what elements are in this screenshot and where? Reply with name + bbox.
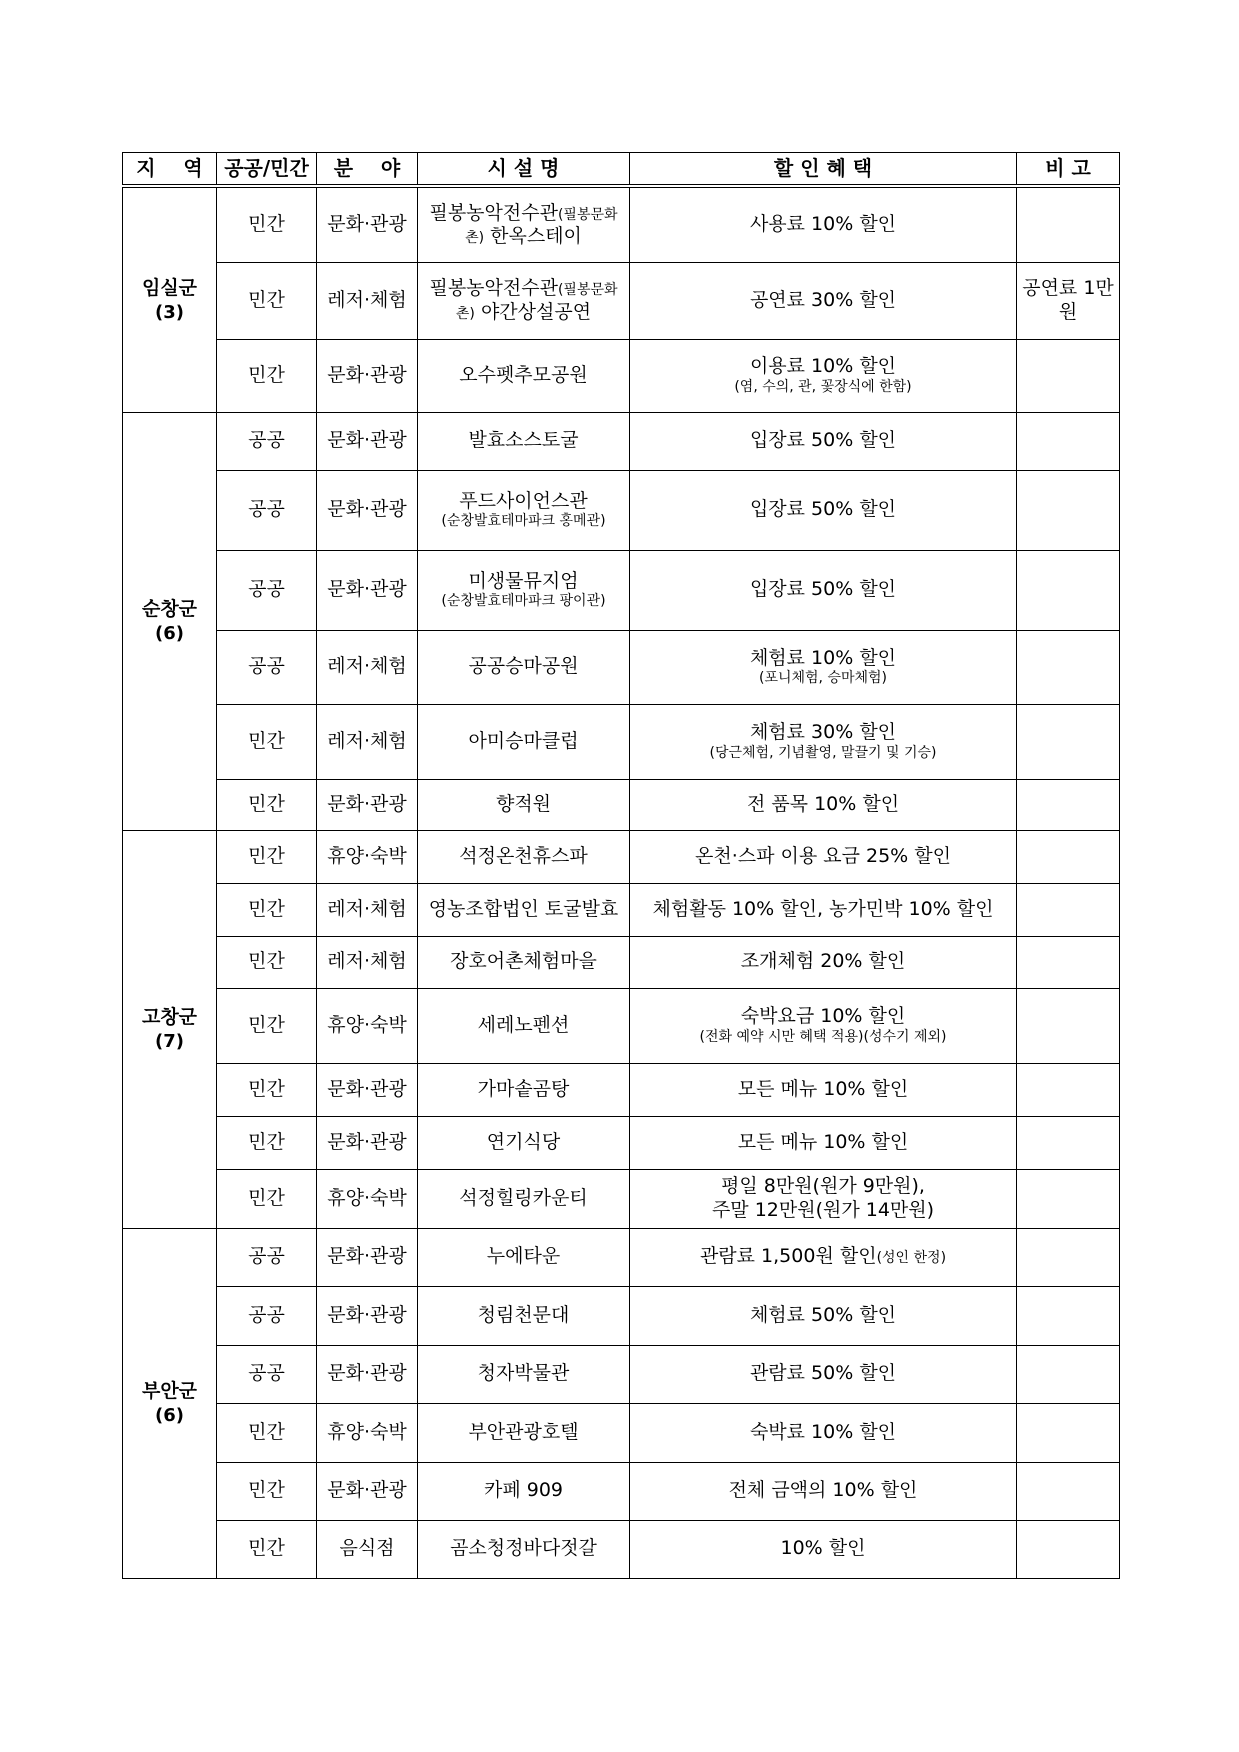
remarks-cell bbox=[1017, 779, 1120, 830]
facility-cell: 석정온천휴스파 bbox=[418, 830, 630, 883]
table-row bbox=[123, 830, 1120, 883]
facility-cell: 누에타운 bbox=[418, 1228, 630, 1286]
benefit-cell: 체험료 50% 할인 bbox=[630, 1286, 1017, 1345]
field-cell: 문화·관광 bbox=[317, 1228, 418, 1286]
field-cell: 문화·관광 bbox=[317, 186, 418, 262]
benefit-text: 평일 8만원(원가 9만원), bbox=[721, 1175, 925, 1198]
sector-cell: 민간 bbox=[217, 186, 317, 262]
benefit-detail: (포니체험, 승마체험) bbox=[758, 670, 888, 687]
field-cell: 문화·관광 bbox=[317, 1286, 418, 1345]
field-cell: 레저·체험 bbox=[317, 883, 418, 936]
table-row bbox=[123, 550, 1120, 630]
remarks-cell bbox=[1017, 936, 1120, 988]
region-name: 고창군 bbox=[141, 1006, 198, 1029]
table-row bbox=[123, 1063, 1120, 1116]
table-row bbox=[123, 883, 1120, 936]
facility-cell: 청자박물관 bbox=[418, 1345, 630, 1403]
region-cell bbox=[123, 1228, 217, 1578]
benefit-cell: 10% 할인 bbox=[630, 1520, 1017, 1578]
remarks-cell bbox=[1017, 883, 1120, 936]
benefit-cell: 공연료 30% 할인 bbox=[630, 262, 1017, 339]
facility-cell: 아미승마클럽 bbox=[418, 704, 630, 779]
header-region: 지 역 bbox=[123, 153, 217, 187]
field-cell: 문화·관광 bbox=[317, 779, 418, 830]
remarks-cell bbox=[1017, 186, 1120, 262]
remarks-cell bbox=[1017, 339, 1120, 412]
remarks-cell bbox=[1017, 1520, 1120, 1578]
benefit-cell: 온천·스파 이용 요금 25% 할인 bbox=[630, 830, 1017, 883]
benefit-detail: (전화 예약 시만 혜택 적용)(성수기 제외) bbox=[699, 1028, 947, 1045]
benefit-cell: 입장료 50% 할인 bbox=[630, 470, 1017, 550]
facility-name-2: 야간상설공연 bbox=[474, 300, 592, 323]
remarks-cell bbox=[1017, 830, 1120, 883]
facility-name: 필봉농악전수관 bbox=[429, 201, 558, 224]
region-count: (7) bbox=[155, 1030, 184, 1052]
benefit-cell: 모든 메뉴 10% 할인 bbox=[630, 1116, 1017, 1169]
table-row bbox=[123, 1169, 1120, 1228]
facility-detail: (순창발효테마파크 홍메관) bbox=[441, 513, 606, 530]
benefit-cell bbox=[630, 704, 1017, 779]
region-cell bbox=[123, 412, 217, 830]
field-cell: 문화·관광 bbox=[317, 470, 418, 550]
benefits-table bbox=[122, 152, 1120, 1579]
field-cell: 레저·체험 bbox=[317, 936, 418, 988]
table-row bbox=[123, 1403, 1120, 1462]
facility-name-small: (필봉문화 bbox=[557, 282, 618, 299]
facility-cell: 발효소스토굴 bbox=[418, 412, 630, 470]
facility-name: 필봉농악전수관 bbox=[429, 277, 558, 300]
table-row bbox=[123, 779, 1120, 830]
facility-cell: 영농조합법인 토굴발효 bbox=[418, 883, 630, 936]
benefit-cell: 체험활동 10% 할인, 농가민박 10% 할인 bbox=[630, 883, 1017, 936]
benefit-cell: 전 품목 10% 할인 bbox=[630, 779, 1017, 830]
sector-cell: 민간 bbox=[217, 1063, 317, 1116]
facility-name-small: (필봉문화 bbox=[557, 206, 618, 223]
facility-cell bbox=[418, 186, 630, 262]
region-cell bbox=[123, 186, 217, 412]
remarks-cell bbox=[1017, 1228, 1120, 1286]
region-name: 부안군 bbox=[141, 1380, 198, 1403]
facility-detail: (순창발효테마파크 팡이관) bbox=[441, 593, 606, 610]
header-row bbox=[123, 153, 1120, 187]
table-row bbox=[123, 630, 1120, 704]
table-row bbox=[123, 1462, 1120, 1520]
field-cell: 휴양·숙박 bbox=[317, 830, 418, 883]
field-cell: 문화·관광 bbox=[317, 1345, 418, 1403]
remarks-cell bbox=[1017, 1063, 1120, 1116]
facility-name: 미생물뮤지엄 bbox=[468, 569, 579, 592]
header-benefit: 할 인 혜 택 bbox=[630, 153, 1017, 187]
benefit-detail: (염, 수의, 관, 꽃장식에 한함) bbox=[734, 378, 912, 395]
remarks-cell bbox=[1017, 1169, 1120, 1228]
remarks-cell bbox=[1017, 470, 1120, 550]
facility-cell: 장호어촌체험마을 bbox=[418, 936, 630, 988]
facility-cell bbox=[418, 550, 630, 630]
header-facility: 시 설 명 bbox=[418, 153, 630, 187]
facility-cell: 공공승마공원 bbox=[418, 630, 630, 704]
benefit-cell: 사용료 10% 할인 bbox=[630, 186, 1017, 262]
sector-cell: 공공 bbox=[217, 550, 317, 630]
facility-name: 푸드사이언스관 bbox=[459, 489, 588, 512]
facility-cell: 가마솥곰탕 bbox=[418, 1063, 630, 1116]
sector-cell: 민간 bbox=[217, 1116, 317, 1169]
sector-cell: 민간 bbox=[217, 339, 317, 412]
benefit-cell: 입장료 50% 할인 bbox=[630, 412, 1017, 470]
benefit-detail: (성인 한정) bbox=[876, 1250, 947, 1267]
benefit-text-2: 주말 12만원(원가 14만원) bbox=[711, 1198, 935, 1221]
field-cell: 휴양·숙박 bbox=[317, 988, 418, 1063]
table-row bbox=[123, 339, 1120, 412]
benefit-text: 이용료 10% 할인 bbox=[749, 355, 897, 378]
region-count: (6) bbox=[155, 1404, 184, 1426]
benefit-text: 관람료 1,500원 할인 bbox=[699, 1245, 877, 1268]
benefit-detail: (당근체험, 기념촬영, 말끌기 및 기승) bbox=[709, 744, 937, 761]
remarks-cell: 공연료 1만원 bbox=[1017, 262, 1120, 339]
header-field: 분 야 bbox=[317, 153, 418, 187]
remarks-cell bbox=[1017, 412, 1120, 470]
facility-cell: 부안관광호텔 bbox=[418, 1403, 630, 1462]
benefit-cell: 모든 메뉴 10% 할인 bbox=[630, 1063, 1017, 1116]
facility-cell: 청림천문대 bbox=[418, 1286, 630, 1345]
region-name: 순창군 bbox=[141, 598, 198, 621]
field-cell: 문화·관광 bbox=[317, 1462, 418, 1520]
benefit-cell bbox=[630, 339, 1017, 412]
sector-cell: 공공 bbox=[217, 470, 317, 550]
facility-name-small-2: 촌) bbox=[465, 229, 485, 246]
facility-cell: 석정힐링카운티 bbox=[418, 1169, 630, 1228]
benefit-cell: 숙박료 10% 할인 bbox=[630, 1403, 1017, 1462]
field-cell: 레저·체험 bbox=[317, 704, 418, 779]
table-row bbox=[123, 470, 1120, 550]
field-cell: 휴양·숙박 bbox=[317, 1169, 418, 1228]
remarks-cell bbox=[1017, 1116, 1120, 1169]
remarks-cell bbox=[1017, 550, 1120, 630]
sector-cell: 민간 bbox=[217, 1520, 317, 1578]
table-row bbox=[123, 1116, 1120, 1169]
field-cell: 휴양·숙박 bbox=[317, 1403, 418, 1462]
field-cell: 문화·관광 bbox=[317, 1116, 418, 1169]
region-name: 임실군 bbox=[141, 276, 198, 299]
remarks-cell bbox=[1017, 704, 1120, 779]
facility-cell: 오수펫추모공원 bbox=[418, 339, 630, 412]
field-cell: 레저·체험 bbox=[317, 630, 418, 704]
benefit-text: 체험료 10% 할인 bbox=[749, 646, 897, 669]
facility-cell bbox=[418, 470, 630, 550]
benefit-text: 숙박요금 10% 할인 bbox=[740, 1005, 906, 1028]
field-cell: 문화·관광 bbox=[317, 1063, 418, 1116]
field-cell: 문화·관광 bbox=[317, 339, 418, 412]
facility-cell: 세레노펜션 bbox=[418, 988, 630, 1063]
facility-cell: 연기식당 bbox=[418, 1116, 630, 1169]
sector-cell: 공공 bbox=[217, 1228, 317, 1286]
sector-cell: 공공 bbox=[217, 630, 317, 704]
sector-cell: 민간 bbox=[217, 704, 317, 779]
table-row bbox=[123, 262, 1120, 339]
sector-cell: 민간 bbox=[217, 779, 317, 830]
table-row bbox=[123, 936, 1120, 988]
sector-cell: 공공 bbox=[217, 1345, 317, 1403]
facility-cell: 곰소청정바다젓갈 bbox=[418, 1520, 630, 1578]
sector-cell: 민간 bbox=[217, 1462, 317, 1520]
table-row bbox=[123, 412, 1120, 470]
benefit-cell: 관람료 50% 할인 bbox=[630, 1345, 1017, 1403]
facility-name-2: 한옥스테이 bbox=[484, 224, 582, 247]
facility-cell: 카페 909 bbox=[418, 1462, 630, 1520]
sector-cell: 민간 bbox=[217, 262, 317, 339]
sector-cell: 민간 bbox=[217, 1169, 317, 1228]
facility-cell: 향적원 bbox=[418, 779, 630, 830]
remarks-cell bbox=[1017, 1345, 1120, 1403]
sector-cell: 민간 bbox=[217, 988, 317, 1063]
benefit-cell: 조개체험 20% 할인 bbox=[630, 936, 1017, 988]
benefit-cell bbox=[630, 988, 1017, 1063]
table-row bbox=[123, 1228, 1120, 1286]
field-cell: 음식점 bbox=[317, 1520, 418, 1578]
sector-cell: 민간 bbox=[217, 830, 317, 883]
region-cell bbox=[123, 830, 217, 1228]
header-sector: 공공/민간 bbox=[217, 153, 317, 187]
facility-cell bbox=[418, 262, 630, 339]
benefit-cell bbox=[630, 1228, 1017, 1286]
remarks-cell bbox=[1017, 988, 1120, 1063]
remarks-cell bbox=[1017, 630, 1120, 704]
benefit-text: 체험료 30% 할인 bbox=[749, 721, 897, 744]
benefit-cell: 입장료 50% 할인 bbox=[630, 550, 1017, 630]
sector-cell: 공공 bbox=[217, 412, 317, 470]
sector-cell: 민간 bbox=[217, 1403, 317, 1462]
region-count: (6) bbox=[155, 622, 184, 644]
benefit-cell bbox=[630, 1169, 1017, 1228]
region-count: (3) bbox=[155, 301, 184, 323]
field-cell: 문화·관광 bbox=[317, 412, 418, 470]
benefit-cell: 전체 금액의 10% 할인 bbox=[630, 1462, 1017, 1520]
header-remarks: 비 고 bbox=[1017, 153, 1120, 187]
remarks-cell bbox=[1017, 1462, 1120, 1520]
sector-cell: 민간 bbox=[217, 883, 317, 936]
remarks-cell bbox=[1017, 1286, 1120, 1345]
benefit-cell bbox=[630, 630, 1017, 704]
sector-cell: 민간 bbox=[217, 936, 317, 988]
facility-name-small-2: 촌) bbox=[455, 305, 475, 322]
sector-cell: 공공 bbox=[217, 1286, 317, 1345]
table-row bbox=[123, 1286, 1120, 1345]
table-row bbox=[123, 1345, 1120, 1403]
field-cell: 레저·체험 bbox=[317, 262, 418, 339]
table-row bbox=[123, 186, 1120, 262]
table-row bbox=[123, 988, 1120, 1063]
remarks-cell bbox=[1017, 1403, 1120, 1462]
field-cell: 문화·관광 bbox=[317, 550, 418, 630]
table-row bbox=[123, 704, 1120, 779]
table-row bbox=[123, 1520, 1120, 1578]
